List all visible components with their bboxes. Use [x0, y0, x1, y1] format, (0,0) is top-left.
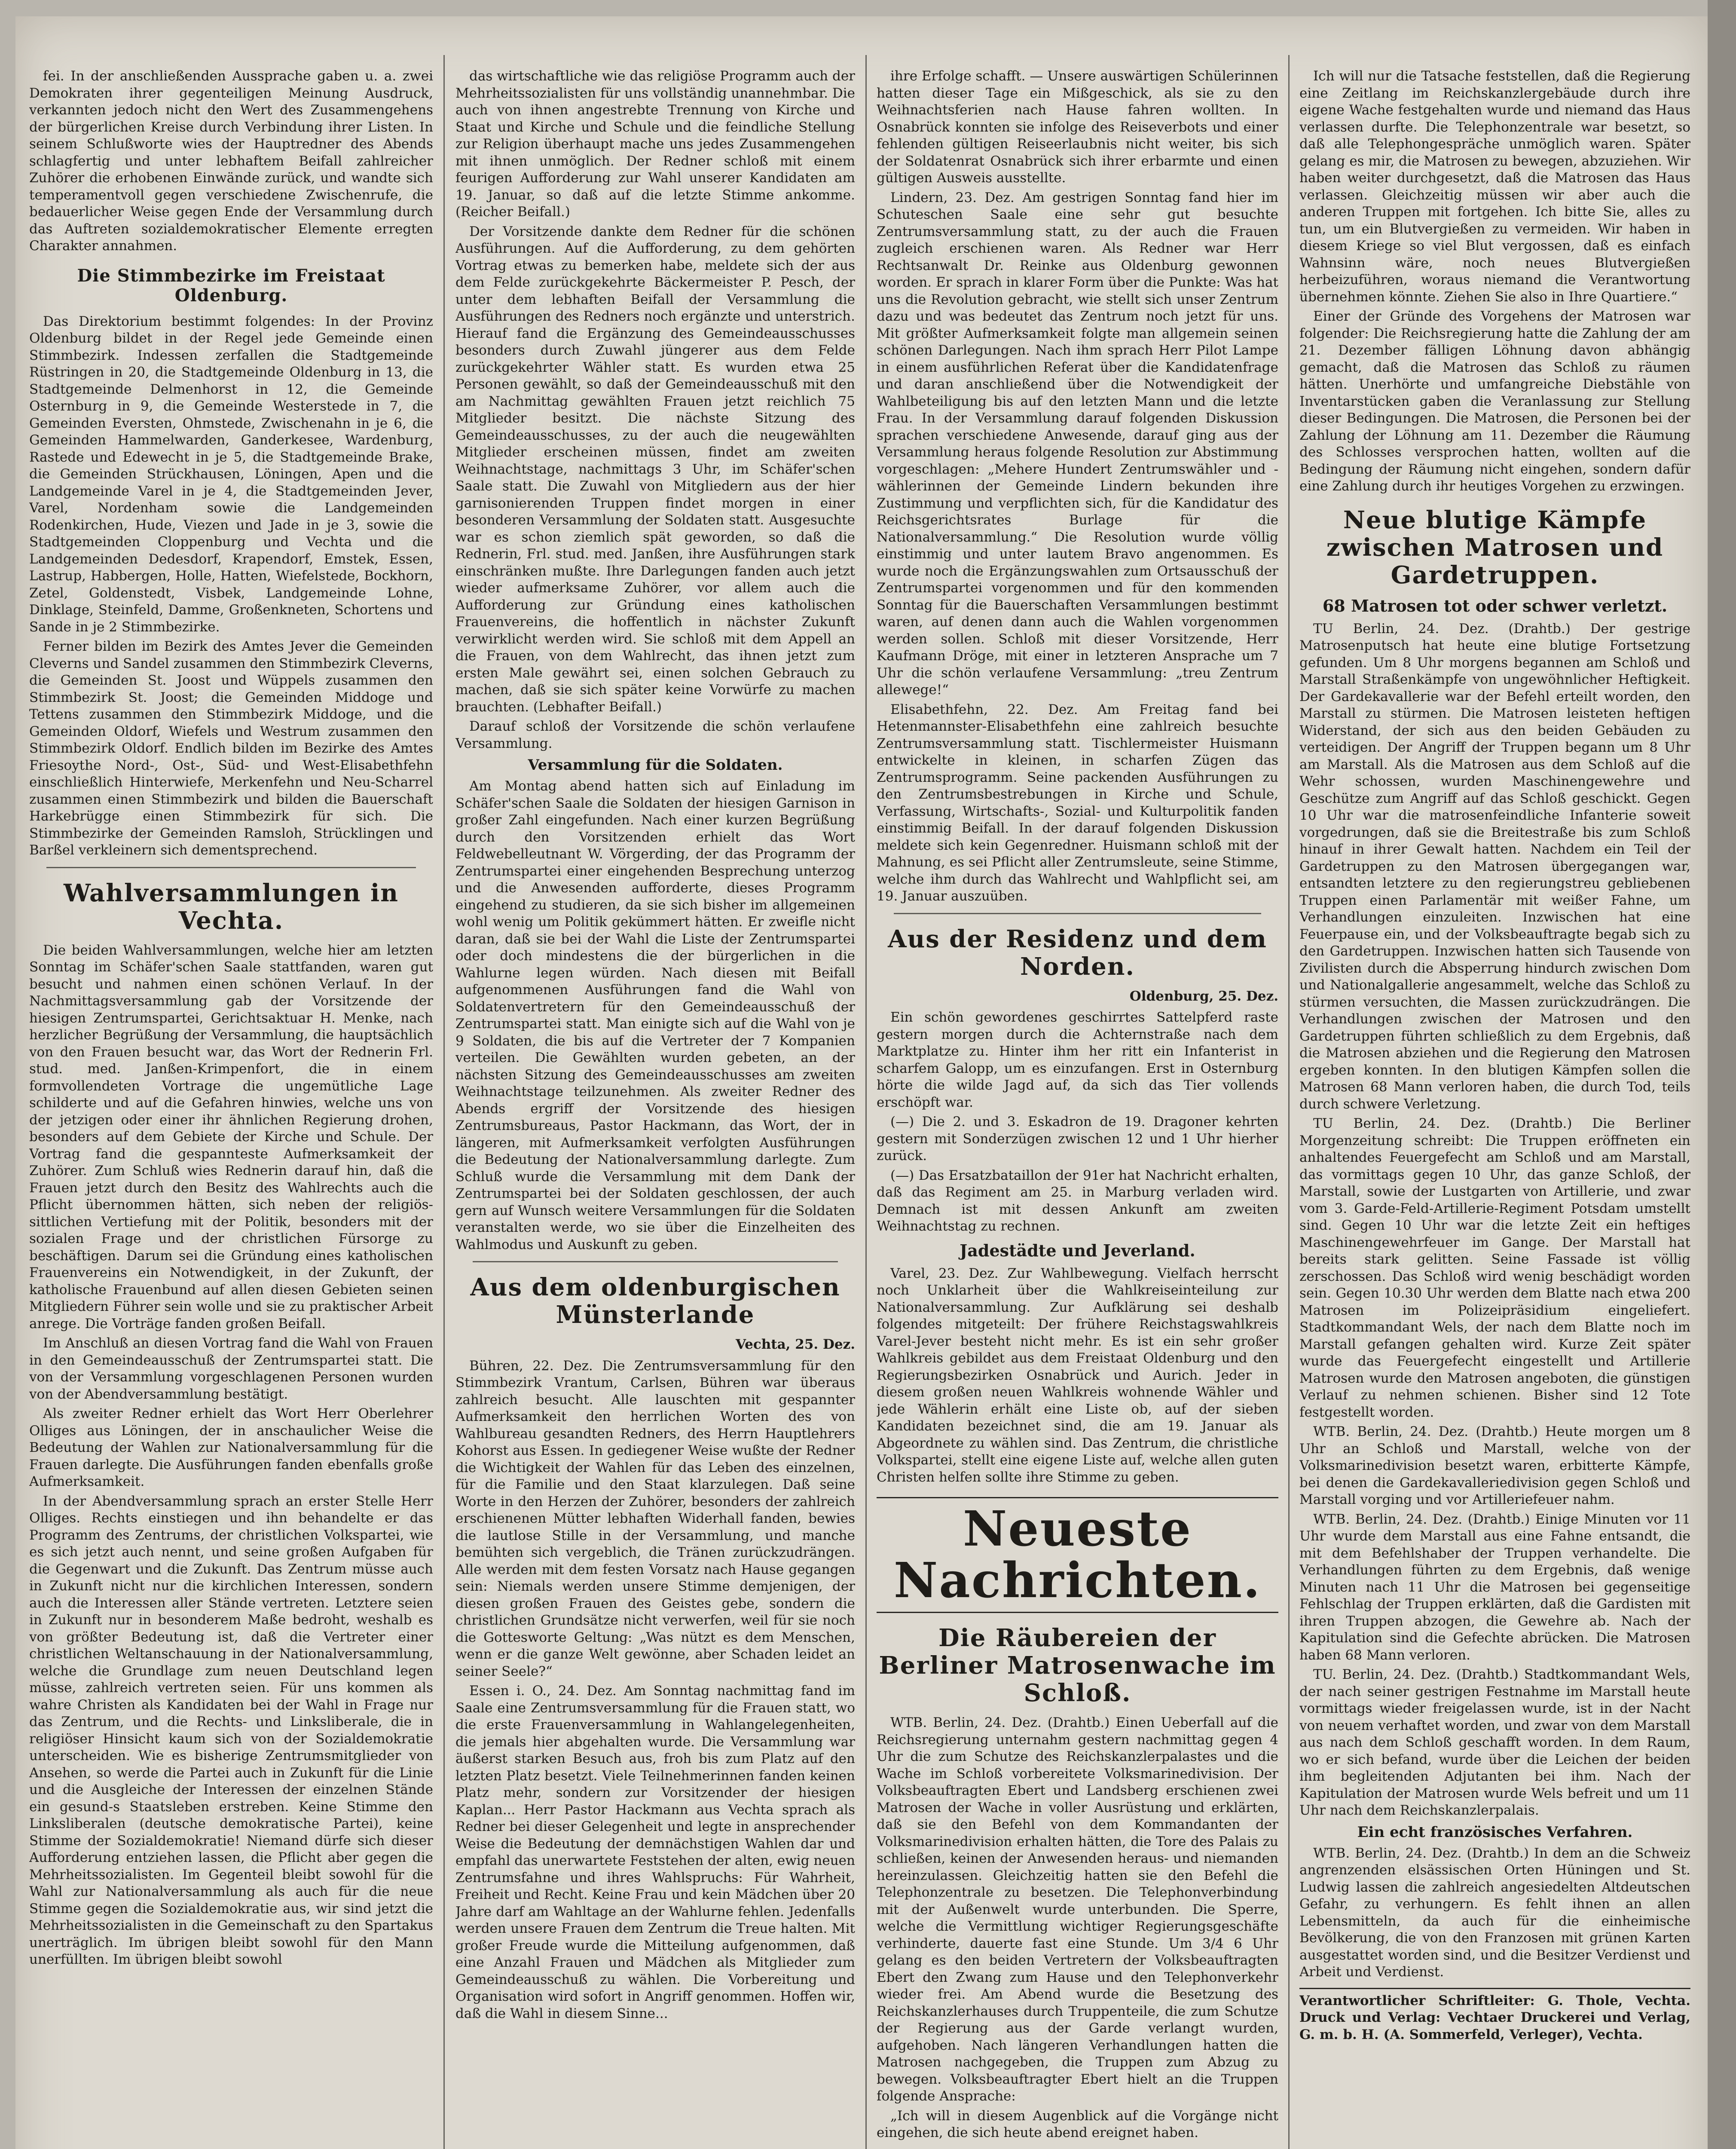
column-4: [1299, 68, 1690, 2149]
article-paragraph: fei. In der anschließenden Aussprache gaben u. a. zwei Demokraten ihrer gegenteiligen Meinung Ausdruck, verkannten jedoch nicht den Wert des Zusammengehens der bürgerlichen Kreise durch Verbindung ihrer Listen. In seinem Schlußworte wies der Hauptredner des Abends schlagfertig und unter lebhaftem Beifall zahlreicher Zuhörer die erhobenen Einwände zurück, und wandte sich temperamentvoll gegen verschiedene Zwischenrufe, die bedauerlicher Weise gegen Ende der Versammlung durch das Auftreten sozialdemokratischer Elemente erregten Charakter annahmen.: [29, 68, 433, 254]
article-paragraph: Ich will nur die Tatsache feststellen, daß die Regierung eine Zeitlang im Reichskanzlergebäude durch ihre eigene Wache festgehalten wurde und niemand das Haus verlassen durfte. Die Telephonzentrale war besetzt, so daß alle Telephongespräche unmöglich waren. Später gelang es mir, die Matrosen zu bewegen, abzuziehen. Wir haben weiter durchgesetzt, daß die Matrosen das Haus verlassen. Gleichzeitig müssen wir aber auch die anderen Truppen mit fortgehen. Ich bitte Sie, alles zu tun, um ein Blutvergießen zu vermeiden. Wir haben in diesem Kriege so viel Blut vergossen, daß es einfach Wahnsinn wäre, noch neues Blutvergießen herbeizuführen, woraus niemand die Verantwortung übernehmen könnte. Ziehen Sie also in Ihre Quartiere.“: [1299, 68, 1690, 305]
article-heading: Die Stimmbezirke im Freistaat Oldenburg.: [77, 265, 385, 306]
column-1: [29, 68, 433, 2149]
imprint: Verantwortlicher Schriftleiter: G. Thole, Vechta. Druck und Verlag: Vechtaer Druckerei und Verlag, G. m. b. H. (A. Sommerfeld, Verleger), Vechta.: [1299, 1988, 1690, 2044]
article-paragraph: das wirtschaftliche wie das religiöse Programm auch der Mehrheitssozialisten für uns vollständig unannehmbar. Die auch von ihnen angestrebte Trennung von Kirche und Staat und Kirche und Schule und die feindliche Stellung zur Religion überhaupt mache uns jedes Zusammengehen mit ihnen unmöglich. Der Redner schloß mit einem feurigen Aufforderung zur Wahl unserer Kandidaten am 19. Januar, so daß auf die letzte Stimme ankomme. (Reicher Beifall.): [455, 68, 855, 220]
article-subheading: Versammlung für die Soldaten.: [528, 756, 783, 774]
article-paragraph: TU Berlin, 24. Dez. (Drahtb.) Der gestrige Matrosenputsch hat heute eine blutige Fortsetzung gefunden. Um 8 Uhr morgens begannen am Schloß und Marstall Straßenkämpfe von ungewöhnlicher Heftigkeit. Der Gardekavallerie war der Befehl erteilt worden, den Marstall zu stürmen. Die Matrosen leisteten heftigen Widerstand, der sich aus den beiden Gebäuden zu verteidigen. Der Angriff der Truppen begann um 8 Uhr am Marstall. Als die Matrosen aus dem Schloß auf die Wehr schossen, wurden Maschinengewehre und Geschütze zum Angriff auf das Schloß geschickt. Gegen 10 Uhr war die matrosenfeindliche Infanterie soweit vorgedrungen, daß sie die Breitestraße bis zum Schloß hinauf in ihrer Gewalt hatten. Nachdem ein Teil der Gardetruppen zu den Matrosen übergegangen war, entsandten letztere zu den regierungstreu gebliebenen Truppen einen Parlamentär mit weißer Fahne, um Verhandlungen einzuleiten. Inzwischen hat eine Feuerpause ein, und der Volksbeauftragte begab sich zu den Gardetruppen. Inzwischen hatten sich Tausende von Zivilisten durch die Absperrung hindurch zwischen Dom und Nationalgallerie angesammelt, welche das Schloß zu stürmen versuchten, die Massen zurückzudrängen. Die Verhandlungen zwischen der Matrosen und den Gardetruppen führten schließlich zu dem Ergebnis, daß die Matrosen abziehen und die Regierung den Matrosen ergeben konnten. In den blutigen Kämpfen sollen die Matrosen 68 Mann verloren haben, die durch Tod, teils durch schwere Verletzung.: [1299, 621, 1690, 1112]
article-heading: Neue blutige Kämpfe zwischen Matrosen und Gardetruppen.: [1326, 505, 1664, 589]
article-paragraph: Elisabethfehn, 22. Dez. Am Freitag fand bei Hetenmannster-Elisabethfehn eine zahlreich besuchte Zentrumsversammlung statt. Tischlermeister Huismann entwickelte in kleinen, in scharfen Zügen das Zentrumsprogramm. Seine packenden Ausführungen zu den Zentrumsbestrebungen in Kirche und Schule, Verfassung, Wirtschafts-, Sozial- und Kulturpolitik fanden einstimmig Beifall. In der darauf folgenden Diskussion meldete sich kein Gegenredner. Huismann schloß mit der Mahnung, es sei Pflicht aller Zentrumsleute, seine Stimme, welche ihm durch das Wahlrecht und Wahlpflicht sei, am 19. Januar auszuüben.: [877, 701, 1278, 904]
column-rule: [443, 55, 445, 2149]
article-paragraph: TU Berlin, 24. Dez. (Drahtb.) Die Berliner Morgenzeitung schreibt: Die Truppen eröffneten ein anhaltendes Feuergefecht am Schloß und am Marstall, das vormittags gegen 10 Uhr, das ganze Schloß, der Marstall, sowie der Lustgarten von Artillerie, und zwar vom 3. Garde-Feld-Artillerie-Regiment Potsdam umstellt sind. Gegen 10 Uhr war die letzte Zeit ein heftiges Maschinengewehrfeuer im Gange. Der Marstall hat bereits stark gelitten. Seine Fassade ist völlig zerschossen. Das Schloß wird wenig beschädigt worden sein. Gegen 10.30 Uhr werden dem Blatte nach etwa 200 Matrosen im Polizeipräsidium eingeliefert. Stadtkommandant Wels, der nach dem Blatte noch im Marstall gefangen gehalten wird. Kurze Zeit später wurde das Feuergefecht eingestellt und Artillerie Matrosen wurde den Matrosen angeboten, die günstigen Verlauf zu nehmen schienen. Bisher sind 12 Tote festgestellt worden.: [1299, 1116, 1690, 1420]
article-paragraph: Ein schön gewordenes geschirrtes Sattelpferd raste gestern morgen durch die Achternstraße nach dem Marktplatze zu. Hinter ihm her ritt ein Infanterist in scharfem Galopp, um es einzufangen. Erst in Osternburg hörte die wilde Jagd auf, da sich das Tier vollends erschöpft war.: [877, 1010, 1278, 1110]
section-divider: [473, 1261, 838, 1262]
section-heading: Aus dem oldenburgischen Münsterlande: [470, 1273, 840, 1329]
section-divider: [894, 913, 1261, 914]
page-edge-shadow: [1708, 0, 1736, 2149]
article-paragraph: WTB. Berlin, 24. Dez. (Drahtb.) In dem an die Schweiz angrenzenden elsässischen Orten Hüningen und St. Ludwig lassen die zahlreich angesiedelten Altdeutschen Gefahr, zu verhungern. Es fehlt ihnen an allen Lebensmitteln, da auch für die einheimische Bevölkerung, die von den Franzosen mit grünen Karten ausgestattet worden sind, und die Besitzer Verdienst und Arbeit und Verdienst.: [1299, 1845, 1690, 1980]
dateline: Oldenburg, 25. Dez.: [1129, 988, 1278, 1004]
article-paragraph: Darauf schloß der Vorsitzende die schön verlaufene Versammlung.: [455, 719, 855, 751]
article-paragraph: TU. Berlin, 24. Dez. (Drahtb.) Stadtkommandant Wels, der nach seiner gestrigen Festnahme im Marstall heute vormittags wieder freigelassen wurde, ist in der Nacht von neuem verhaftet worden, und zwar von dem Marstall aus nach dem Schloß geschafft worden. In dem Raum, wo er sich befand, wurde über die Leichen der beiden ihm begleitenden Adjutanten bei ihm. Nach der Kapitulation der Matrosen wurde Wels befreit und um 11 Uhr nach dem Reichskanzlerpalais.: [1299, 1667, 1690, 1818]
column-rule: [865, 55, 867, 2149]
article-paragraph: Das Direktorium bestimmt folgendes: In der Provinz Oldenburg bildet in der Regel jede Gemeinde einen Stimmbezirk. Indessen zerfallen die Stadtgemeinde Rüstringen in 20, die Stadtgemeinde Oldenburg in 13, die Stadtgemeinde Delmenhorst in 12, die Gemeinde Osternburg in 9, die Gemeinde Westerstede in 7, die Gemeinden Eversten, Ohmstede, Zwischenahn in je 6, die Gemeinden Hammelwarden, Ganderkesee, Wardenburg, Rastede und Edewecht in je 5, die Stadtgemeinde Brake, die Gemeinden Strückhausen, Löningen, Apen und die Landgemeinde Varel in je 4, die Stadtgemeinden Jever, Varel, Nordenham sowie die Landgemeinden Rodenkirchen, Hude, Viezen und Jade in je 3, sowie die Stadtgemeinden Cloppenburg und Vechta und die Landgemeinden Dedesdorf, Krapendorf, Emstek, Essen, Lastrup, Habbergen, Holle, Hatten, Wiefelstede, Bockhorn, Zetel, Goldenstedt, Visbek, Landgemeinde Lohne, Dinklage, Steinfeld, Damme, Großenkneten, Schortens und Sande in je 2 Stimmbezirke.: [29, 313, 433, 635]
article-paragraph: Lindern, 23. Dez. Am gestrigen Sonntag fand hier im Schuteschen Saale eine sehr gut besuchte Zentrumsversammlung statt, zu der auch die Frauen zugleich erschienen waren. Als Redner war Herr Rechtsanwalt Dr. Reinke aus Oldenburg gewonnen worden. Er sprach in klarer Form über die Punkte: Was hat uns die Revolution gebracht, wie stellt sich unser Zentrum dazu und was bedeutet das Zentrum noch jetzt für uns. Mit größter Aufmerksamkeit folgte man allgemein seinen schönen Darlegungen. Nach ihm sprach Herr Pilot Lampe in einem ausführlichen Referat über die Kandidatenfrage und daran anschließend über die Notwendigkeit der Wahlbeteiligung bis auf den letzten Mann und die letzte Frau. In der Versammlung darauf folgenden Diskussion sprachen verschiedene Anwesende, darauf ging aus der Versammlung heraus folgende Resolution zur Abstimmung vorgeschlagen: „Mehere Hundert Zentrumswähler und -wählerinnen der Gemeinde Lindern bekunden ihre Zustimmung und verpflichten sich, für die Kandidatur des Reichsgerichtsrates Burlage für die Nationalversammlung.“ Die Resolution wurde völlig einstimmig und unter lautem Bravo angenommen. Es wurde noch die Ergänzungswahlen zum Ortsausschuß der Zentrumspartei vorgenommen und für den kommenden Sonntag für die Bauerschaften Versammlungen bestimmt waren, auf denen dann auch die Wahlen vorgenommen werden sollen. Schloß mit dieser Vorsitzende, Herr Kaufmann Dröge, mit einer in letzteren Ansprache um 7 Uhr die schön verlaufene Versammlung: „treu Zentrum allewege!“: [877, 190, 1278, 698]
column-2: [455, 68, 855, 2149]
article-subheading: 68 Matrosen tot oder schwer verletzt.: [1322, 596, 1668, 615]
article-paragraph: Am Montag abend hatten sich auf Einladung im Schäfer'schen Saale die Soldaten der hiesigen Garnison in großer Zahl eingefunden. Nach einer kurzen Begrüßung durch den Vorsitzenden erhielt das Wort Feldwebelleutnant W. Vörgerding, der das Programm der Zentrumspartei einer eingehenden Besprechung unterzog und die Anwesenden aufforderte, dieses Programm eingehend zu studieren, da sie sich bisher im allgemeinen wohl wenig um Politik gekümmert hätten. Er zweifle nicht daran, daß sie bei der Wahl die Liste der Zentrumspartei oder doch mindestens die der bürgerlichen in die Wahlurne legen würden. Nach diesen mit Beifall aufgenommenen Ausführungen fand die Wahl von Soldatenvertretern für den Gemeindeausschuß der Zentrumspartei statt. Man einigte sich auf die Wahl von je 9 Soldaten, die bis auf die Vertreter der 7 Kompanien verteilen. Die Gewählten wurden gebeten, an der nächsten Sitzung des Gemeindeausschusses am zweiten Weihnachtstage teilzunehmen. Als zweiter Redner des Abends ergriff der Vorsitzende des hiesigen Zentrumsbureaus, Pastor Hackmann, das Wort, der in längeren, mit Aufmerksamkeit verfolgten Ausführungen die Bedeutung der Nationalversammlung darlegte. Zum Schluß wurde die Versammlung mit dem Dank der Zentrumspartei bei der Soldaten geschlossen, der auch gern auf Wunsch weitere Versammlungen für die Soldaten veranstalten werde, wo sie über die Einzelheiten des Wahlmodus und Auskunft zu geben.: [455, 778, 855, 1252]
article-heading: Wahlversammlungen in Vechta.: [64, 879, 399, 935]
newspaper-page: [15, 16, 1708, 2149]
article-paragraph: Im Anschluß an diesen Vortrag fand die Wahl von Frauen in den Gemeindeausschuß der Zentrumspartei statt. Die von der Versammlung vorgeschlagenen Personen wurden von der Abendversammlung bestätigt.: [29, 1335, 433, 1402]
article-paragraph: In der Abendversammlung sprach an erster Stelle Herr Olliges. Rechts einstiegen und ihn behandelte er das Programm des Zentrums, der christlichen Volkspartei, wie es sich jetzt auch nennt, und seine großen Aufgaben für die Gegenwart und die Zukunft. Das Zentrum müsse auch in Zukunft nicht nur die kirchlichen Interessen, sondern auch die Interessen aller Stände vertreten. Letztere seien in Zukunft nur in besonderem Maße bedroht, weshalb es von größter Bedeutung ist, daß die Vertreter einer christlichen Weltanschauung in der Nationalversammlung, welche die Grundlage zum neuen Deutschland legen müsse, zahlreich vertreten seien. Für uns kommen als wahre Christen als Kandidaten bei der Wahl in Frage nur das Zentrum, und die Rechts- und Linksliberale, die in religiöser Hinsicht kaum sich von der Sozialdemokratie unterscheiden. Wie es bisherige Zentrumsmitglieder von Ansehen, so werde die Partei auch in Zukunft für die Linie und die Ausgleiche der Interessen der einzelnen Stände ein gesund-s Staatsleben erstreben. Keine Stimme den Linksliberalen (deutsche demokratische Partei), keine Stimme der Sozialdemokratie! Niemand dürfe sich dieser Aufforderung entziehen lassen, die Pflicht aber gegen die Mehrheitssozialisten. Im Gegenteil bleibt sowohl für die Wahl zur Nationalversammlung als auch für die neue Stimme gegen die Sozialdemokratie aus, wir sind jetzt die Mehrheitssozialisten in die Gemeinschaft zu den Spartakus unerträglich. Im übrigen bleibt sowohl für den Mann unerfüllten. Im übrigen bleibt sowohl: [29, 1493, 433, 1967]
section-heading: Aus der Residenz und dem Norden.: [888, 924, 1267, 981]
article-paragraph: (—) Das Ersatzbataillon der 91er hat Nachricht erhalten, daß das Regiment am 25. in Marburg verladen wird. Demnach ist mit dessen Ankunft am zweiten Weihnachtstag zu rechnen.: [877, 1167, 1278, 1234]
latest-news-masthead: Neueste Nachrichten.: [877, 1497, 1278, 1613]
section-divider: [46, 867, 416, 868]
article-paragraph: Als zweiter Redner erhielt das Wort Herr Oberlehrer Olliges aus Löningen, der in anschaulicher Weise die Bedeutung der Wahlen zur Nationalversammlung für die Frauen darlegte. Die Ausführungen fanden ebenfalls große Aufmerksamkeit.: [29, 1406, 433, 1489]
article-paragraph: (—) Die 2. und 3. Eskadron de 19. Dragoner kehrten gestern mit Sonderzügen zwischen 12 und 1 Uhr hierher zurück.: [877, 1114, 1278, 1163]
article-paragraph: WTB. Berlin, 24. Dez. (Drahtb.) Einen Ueberfall auf die Reichsregierung unternahm gestern nachmittag gegen 4 Uhr die zum Schutze des Reichskanzlerpalastes und die Wache im Schloß vorbereitete Volksmarinedivision. Der Volksbeauftragten Ebert und Landsberg erschienen zwei Matrosen der Wache in voller Ausrüstung und erklärten, daß sie den Befehl von dem Kommandanten der Volksmarinedivision erhalten hätten, die Tore des Palais zu schließen, keinen der Anwesenden heraus- und niemanden hereinzulassen. Gleichzeitig hatten sie den Befehl die Telephonzentrale zu besetzen. Die Telephonverbindung mit der Außenwelt wurde unterbunden. Die Sperre, welche die Vermittlung wichtiger Regierungsgeschäfte verhinderte, dauerte fast eine Stunde. Um 3/4 6 Uhr gelang es den beiden Vertretern der Volksbeauftragten Ebert den Zwang zum Hause und den Telephonverkehr wieder frei. Am Abend wurde die Besetzung des Reichskanzlerhauses durch Truppenteile, die zum Schutze der Regierung aus der Garde verlangt wurden, aufgehoben. Nach längeren Verhandlungen hatten die Matrosen nachgegeben, die Truppen zum Abzug zu bewegen. Volksbeauftragter Ebert hielt an die Truppen folgende Ansprache:: [877, 1715, 1278, 2104]
article-subheading: Ein echt französisches Verfahren.: [1357, 1823, 1633, 1841]
dateline: Vechta, 25. Dez.: [735, 1337, 855, 1352]
article-paragraph: Einer der Gründe des Vorgehens der Matrosen war folgender: Die Reichsregierung hatte die Zahlung der am 21. Dezember fälligen Löhnung davon abhängig gemacht, daß die Matrosen das Schloß zu räumen hätten. Unerhörte und umfangreiche Diebstähle von Inventarstücken gaben die Veranlassung zur Stellung dieser Bedingungen. Die Matrosen, die Personen bei der Zahlung der Löhnung am 11. Dezember die Räumung des Schlosses versprochen hatten, wollten auf die Bedingung der Räumung nicht eingehen, sondern dafür eine Zahlung durch ihr heutiges Vorgehen zu erzwingen.: [1299, 309, 1690, 494]
article-paragraph: WTB. Berlin, 24. Dez. (Drahtb.) Einige Minuten vor 11 Uhr wurde dem Marstall aus eine Fahne entsandt, die mit dem Befehlshaber der Truppen verhandelte. Die Verhandlungen führten zu dem Ergebnis, daß wenige Minuten nach 11 Uhr die Matrosen bei gegenseitige Fehlschlag der Truppen erklärten, daß die Gardisten mit ihren Truppen abzogen, die Gewehre ab. Nach der Kapitulation sind die Gefechte abrücken. Die Matrosen haben 68 Mann verloren.: [1299, 1511, 1690, 1663]
article-paragraph: Der Vorsitzende dankte dem Redner für die schönen Ausführungen. Auf die Aufforderung, zu dem gehörten Vortrag etwas zu bemerken habe, meldete sich der aus dem Felde zurückgekehrte Bäckermeister P. Pesch, der unter dem lebhaften Beifall der Versammlung die Ausführungen des Redners noch ergänzte und unterstrich. Hierauf fand die Ergänzung des Gemeindeausschusses besonders durch Zuwahl jüngerer aus dem Felde zurückgekehrter Wähler statt. Es wurden etwa 25 Personen gewählt, so daß der Gemeindeausschuß mit den am Nachmittag gewählten Frauen jetzt reichlich 75 Mitglieder besitzt. Die nächste Sitzung des Gemeindeausschusses, zu der auch die neugewählten Mitglieder erscheinen müssen, findet am zweiten Weihnachtstage, nachmittags 3 Uhr, im Schäfer'schen Saale statt. Die Zuwahl von Mitgliedern aus der hier garnisonierenden Truppen findet morgen in einer besonderen Versammlung der Soldaten statt. Ausgesuchte war es schon ziemlich spät geworden, so daß die Rednerin, Frl. stud. med. Janßen, ihre Ausführungen stark einschränken mußte. Ihre Darlegungen fanden auch jetzt wieder aufmerksame Zuhörer, vor allem auch die Aufforderung zur Gründung eines katholischen Frauenvereins, die hoffentlich in nächster Zukunft verwirklicht werden wird. Sie schloß mit dem Appell an die Frauen, von dem Wahlrecht, das ihnen jetzt zum ersten Male gewährt sei, einen solchen Gebrauch zu machen, daß sie sich später keine Vorwürfe zu machen brauchten. (Lebhafter Beifall.): [455, 223, 855, 715]
article-paragraph: ihre Erfolge schafft. — Unsere auswärtigen Schülerinnen hatten dieser Tage ein Mißgeschick, als sie zu den Weihnachtsferien nach Hause fahren wollten. In Osnabrück konnten sie infolge des Reiseverbots und einer fehlenden gültigen Reiseerlaubnis nicht weiter, bis sich der Soldatenrat Osnabrück sich ihrer erbarmte und einen gültigen Ausweis ausstellte.: [877, 68, 1278, 186]
article-paragraph: „Ich will in diesem Augenblick auf die Vorgänge nicht eingehen, die sich heute abend ereignet haben.: [877, 2108, 1278, 2140]
article-paragraph: Bühren, 22. Dez. Die Zentrumsversammlung für den Stimmbezirk Vrantum, Carlsen, Bühren war überaus zahlreich besucht. Alle lauschten mit gespannter Aufmerksamkeit den herrlichen Worten des von Wahlbureau gesandten Redners, des Herrn Hauptlehrers Kohorst aus Essen. In gediegener Weise wußte der Redner die Wichtigkeit der Wahlen für das Leben des einzelnen, für die Familie und den Staat klarzulegen. Daß seine Worte in den Herzen der Zuhörer, besonders der zahlreich erschienenen Mütter lebhaften Widerhall fanden, bewies die lautlose Stille in der Versammlung, und manche bemühten sich vergeblich, die Tränen zurückzudrängen. Alle werden mit dem festen Vorsatz nach Hause gegangen sein: Niemals werden unsere Stimme demjenigen, der diesen großen Frauen des Geistes gebe, sondern die christlichen Grundsätze nicht verwerfen, weil für sie noch die Gottesworte Geltung: „Was nützt es dem Menschen, wenn er die ganze Welt gewönne, aber Schaden leidet an seiner Seele?“: [455, 1358, 855, 1679]
section-heading: Jadestädte und Jeverland.: [960, 1240, 1195, 1260]
column-rule: [1288, 55, 1290, 2149]
article-heading: Die Räubereien der Berliner Matrosenwache im Schloß.: [879, 1624, 1276, 1707]
article-paragraph: Die beiden Wahlversammlungen, welche hier am letzten Sonntag im Schäfer'schen Saale stattfanden, waren gut besucht und nahmen einen schönen Verlauf. In der Nachmittagsversammlung gab der Vorsitzende der hiesigen Zentrumspartei, Gerichtsaktuar H. Menke, nach herzlicher Begrüßung der Versammlung, die hauptsächlich von den Frauen besucht war, das Wort der Rednerin Frl. stud. med. Janßen-Krimpenfort, die in einem formvollendeten Vortrage die ungemütliche Lage schilderte und auf die Gefahren hinwies, welche uns von der jetzigen oder einer ihr ähnlichen Regierung drohen, besonders auf dem Gebiete der Kirche und Schule. Der Vortrag fand die gespannteste Aufmerksamkeit der Zuhörer. Zum Schluß wies Rednerin darauf hin, daß die Frauen jetzt durch den Besitz des Wahlrechts auch die Pflicht übernommen hätten, sich neben der religiös-sittlichen Vertiefung mit der Politik, besonders mit der sozialen Frage und der christlichen Fürsorge zu beschäftigen. Darum sei die Gründung eines katholischen Frauenvereins ein Notwendigkeit, in der Zukunft, der katholische Frauenbund auf allen diesen Gebieten seinen Mitgliedern Führer sein wolle und sie zu praktischer Arbeit anrege. Die Vorträge fanden großen Beifall.: [29, 942, 433, 1332]
article-paragraph: Ferner bilden im Bezirk des Amtes Jever die Gemeinden Cleverns und Sandel zusammen den Stimmbezirk Cleverns, die Gemeinden St. Joost und Wüppels zusammen den Stimmbezirk St. Joost; die Gemeinden Middoge und Tettens zusammen den Stimmbezirk Middoge, und die Gemeinden Oldorf, Wiefels und Westrum zusammen den Stimmbezirk Oldorf. Endlich bilden im Bezirke des Amtes Friesoythe Nord-, Ost-, Süd- und West-Elisabethfehn einschließlich Hinterwiefe, Merkenfehn und Neu-Scharrel zusammen einen Stimmbezirk und bilden die Bauerschaft Harkebrügge einen Stimmbezirk für sich. Die Stimmbezirke der Gemeinden Ramsloh, Strücklingen und Barßel verkleinern sich dementsprechend.: [29, 639, 433, 858]
article-paragraph: Essen i. O., 24. Dez. Am Sonntag nachmittag fand im Saale eine Zentrumsversammlung für die Frauen statt, wo die erste Frauenversammlung in Wahlangelegenheiten, die jemals hier abgehalten wurde. Die Versammlung war äußerst starken Besuch aus, froh bis zum Platz auf den letzten Platz besetzt. Viele Teilnehmerinnen fanden keinen Platz mehr, sondern zur Vorsitzender der hiesigen Kaplan... Herr Pastor Hackmann aus Vechta sprach als Redner bei dieser Gelegenheit und legte in ansprechender Weise die Bedeutung der demnächstigen Wahlen dar und empfahl das unerwartete Feststehen der alten, ewig neuen Zentrumsfahne und ihres Wahlspruchs: Für Wahrheit, Freiheit und Recht. Keine Frau und kein Mädchen über 20 Jahre darf am Wahltage an der Wahlurne fehlen. Jedenfalls werden unsere Frauen dem Zentrum die Treue halten. Mit großer Freude wurde die Mitteilung aufgenommen, daß eine Anzahl Frauen und Mädchen als Mitglieder zum Gemeindeausschuß zu wählen. Die Vorbereitung und Organisation wird sofort in Angriff genommen. Hoffen wir, daß die Wahl in diesem Sinne...: [455, 1683, 855, 2021]
article-paragraph: WTB. Berlin, 24. Dez. (Drahtb.) Heute morgen um 8 Uhr an Schloß und Marstall, welche von der Volksmarinedivision besetzt waren, erbitterte Kämpfe, bei denen die Gardekavalleriedivision gegen Schloß und Marstall vorging und vor Artilleriefeuer nahm.: [1299, 1424, 1690, 1507]
column-3: [877, 68, 1278, 2149]
article-paragraph: Varel, 23. Dez. Zur Wahlbewegung. Vielfach herrscht noch Unklarheit über die Wahlkreiseinteilung zur Nationalversammlung. Zur Aufklärung sei deshalb folgendes mitgeteilt: Der frühere Reichstagswahlkreis Varel-Jever besteht nicht mehr. Es ist ein sehr großer Wahlkreis gebildet aus dem Freistaat Oldenburg und den Regierungsbezirken Osnabrück und Aurich. Jeder in diesem großen neuen Wahlkreis wohnende Wähler und jede Wählerin erhält eine Liste ob, auf der sieben Kandidaten bezeichnet sind, die am 19. Januar als Abgeordnete zu wählen sind. Das Zentrum, die christliche Volkspartei, stellt eine eigene Liste auf, welche allen guten Christen helfen sollte ihre Stimme zu geben.: [877, 1265, 1278, 1485]
